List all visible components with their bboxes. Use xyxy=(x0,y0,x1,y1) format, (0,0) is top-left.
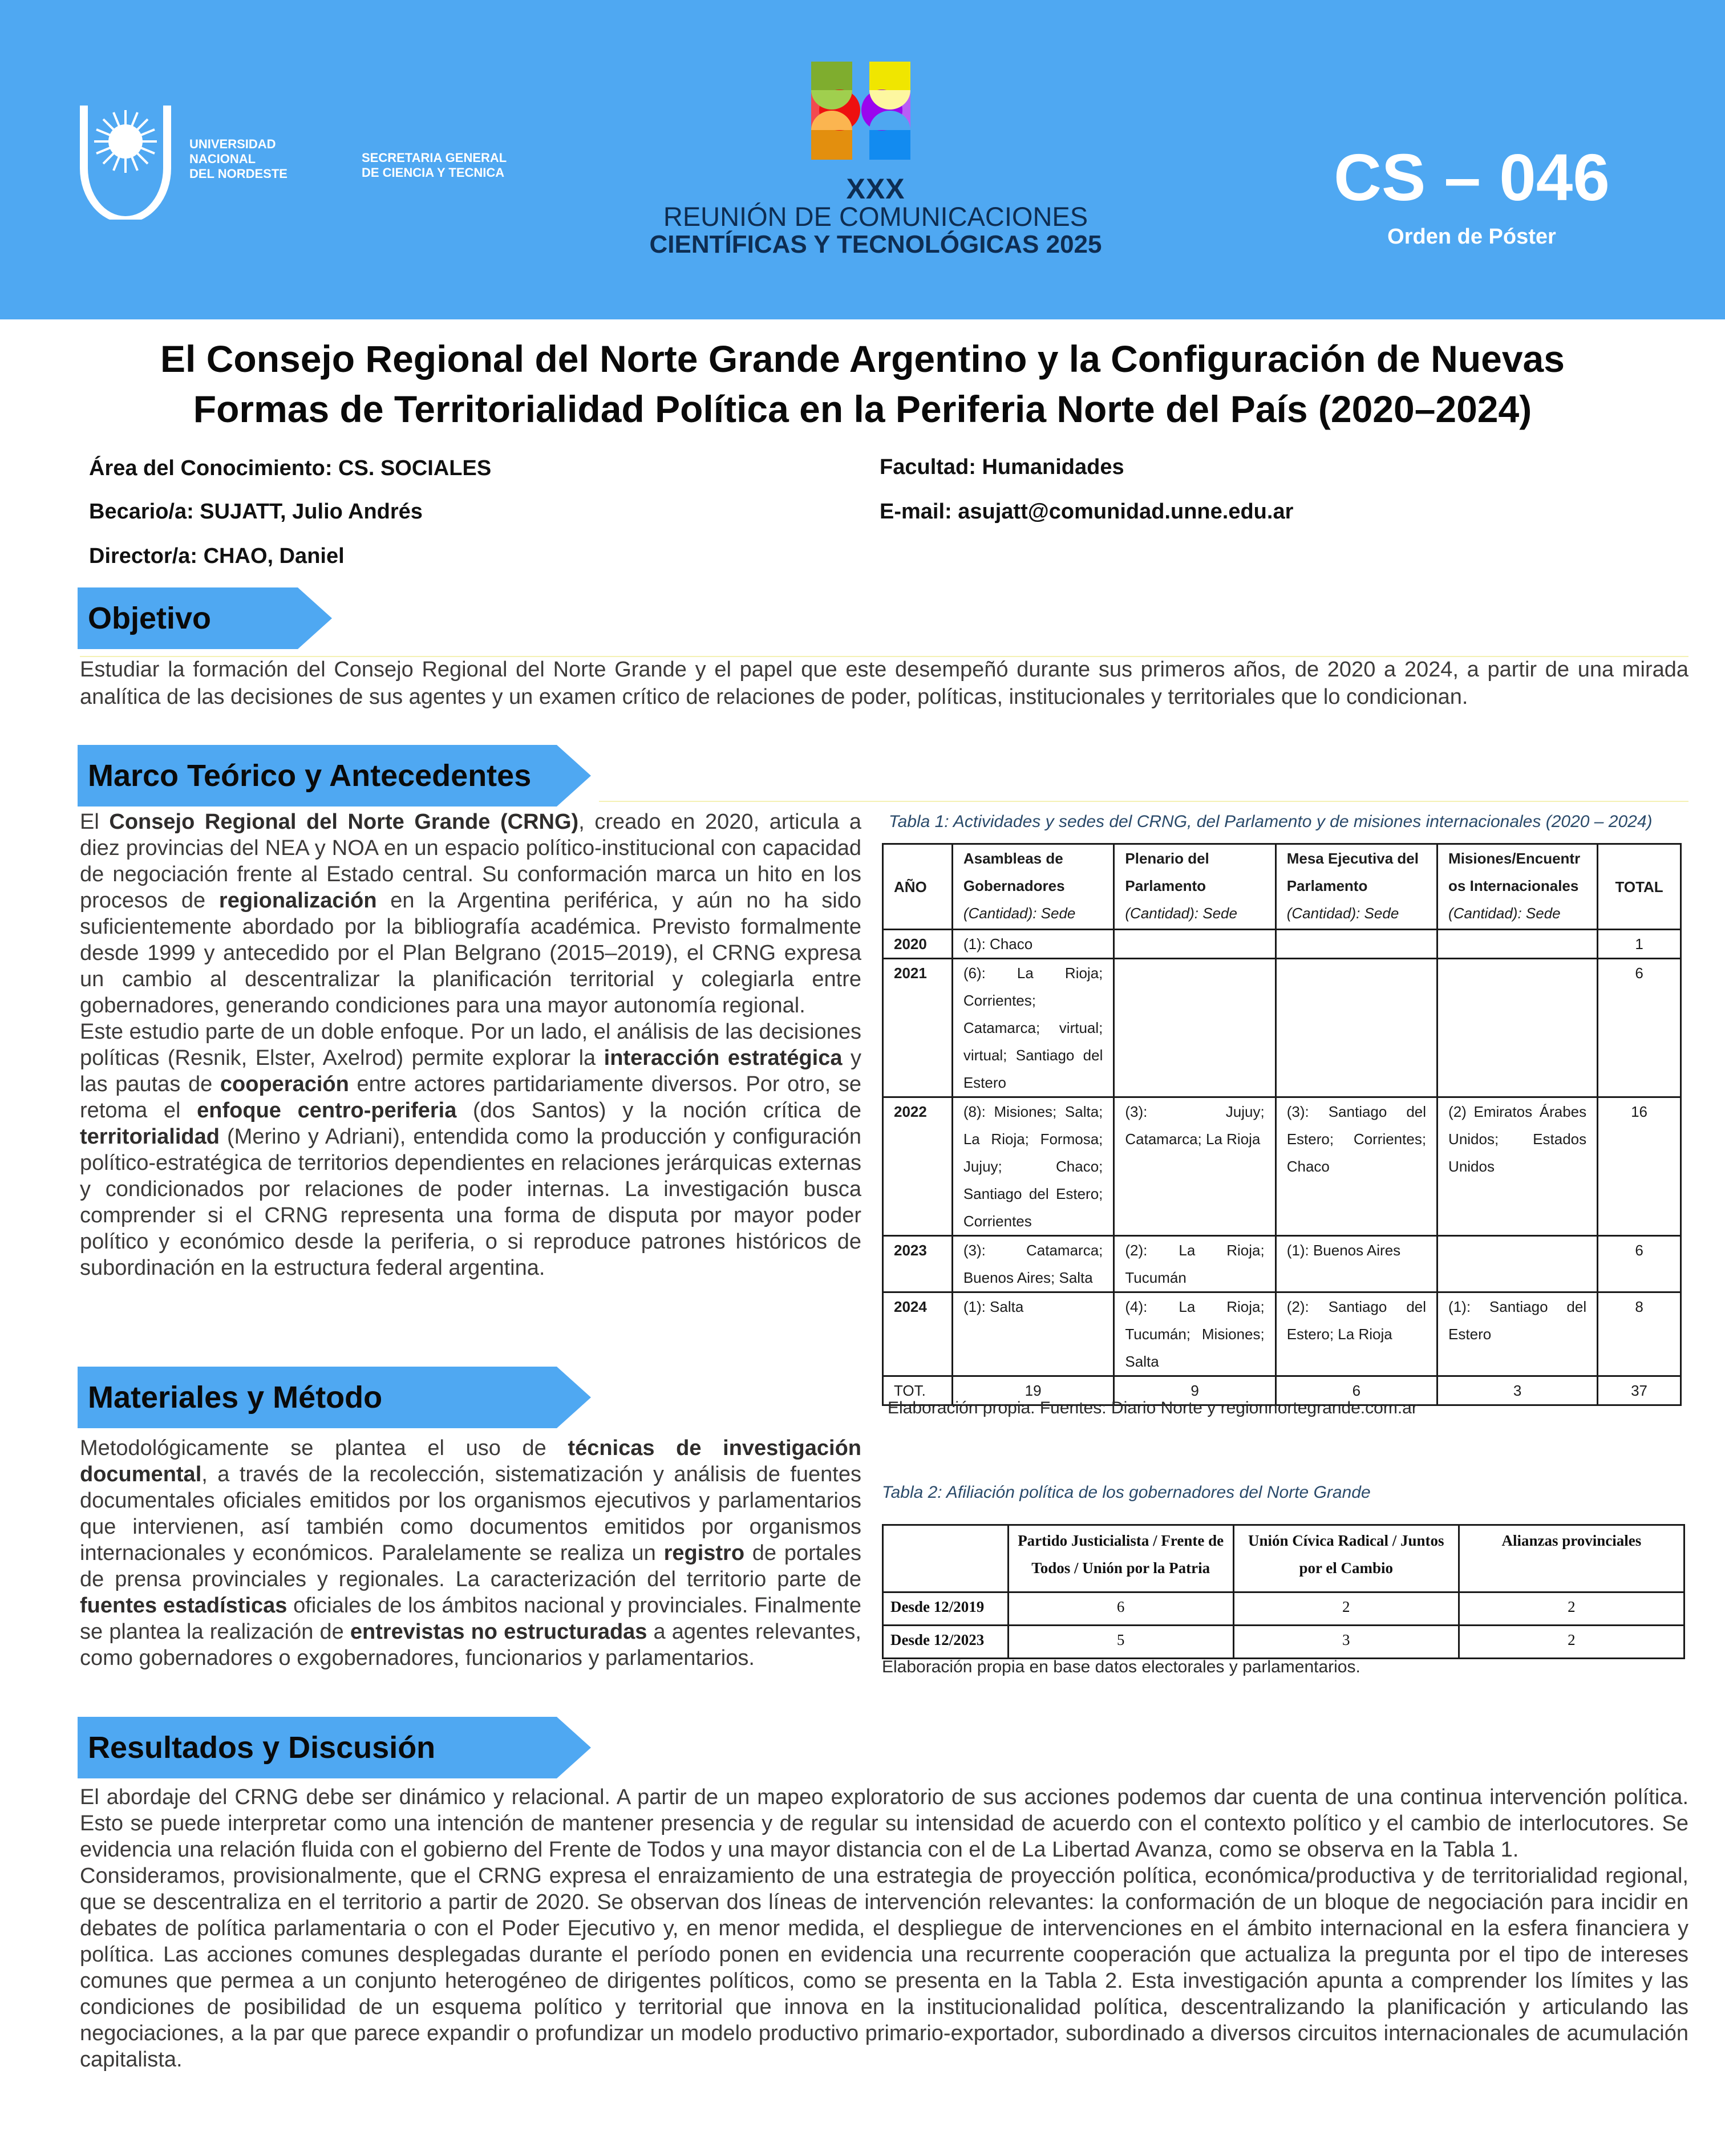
total-cell: 37 xyxy=(1598,1376,1681,1405)
year-cell: 2023 xyxy=(883,1236,953,1292)
table-cell: (6): La Rioja; Corrientes; Catamarca; virtual; virtual; Santiago del Estero xyxy=(952,959,1114,1097)
table-cell: (2): La Rioja; Tucumán xyxy=(1114,1236,1275,1292)
table-row xyxy=(883,930,1681,959)
becario: Becario/a: SUJATT, Julio Andrés xyxy=(89,500,423,524)
marco-paragraph-1: El Consejo Regional del Norte Grande (CRNG), creado en 2020, articula a diez provincias del NEA y NOA en un espacio político-institucional con capacidad de negociación frente al Estado central. Su conformación marca un hito en los procesos de regionalización en la Argentina periférica, y aún no ha sido suficientemente abordado por la bibliografía académica. Previsto formalmente desde 1999 y antecedido por el Plan Belgrano (2015–2019), el CRNG expresa un cambio al descentralizar la planificación territorial y colegiarla entre gobernadores, generando condiciones para una mayor autonomía regional. xyxy=(80,810,861,1018)
event-logo-icon xyxy=(811,62,914,160)
table-cell xyxy=(1275,930,1437,959)
table-cell xyxy=(1114,959,1275,1097)
table-row xyxy=(883,1292,1681,1376)
section-heading-resultados: Resultados y Discusión xyxy=(78,1717,557,1778)
table1-header-cell: AÑO xyxy=(883,844,953,930)
table2-source: Elaboración propia en base datos electorales y parlamentarios. xyxy=(882,1657,1360,1676)
total-cell: 16 xyxy=(1598,1097,1681,1236)
table1-header-cell: Plenario del Parlamento (Cantidad): Sede xyxy=(1114,844,1275,930)
table-row: Desde 12/2019 6 2 2 xyxy=(883,1592,1684,1626)
table1-body xyxy=(883,930,1681,1405)
arrow-shape-icon xyxy=(557,1717,591,1778)
table-cell: (1): Salta xyxy=(952,1292,1114,1376)
year-cell: 2022 xyxy=(883,1097,953,1236)
table-cell xyxy=(1438,959,1598,1097)
table1-header-cell: Asambleas de Gobernadores (Cantidad): Sede xyxy=(952,844,1114,930)
table2-caption: Tabla 2: Afiliación política de los gobernadores del Norte Grande xyxy=(882,1483,1371,1502)
poster-code: CS – 046 xyxy=(1334,140,1610,214)
header-banner xyxy=(0,0,1725,319)
divider xyxy=(599,801,1688,802)
table-cell: 19 xyxy=(952,1376,1114,1405)
table-cell xyxy=(1275,959,1437,1097)
table-cell xyxy=(1114,930,1275,959)
table-cell: (2) Emiratos Árabes Unidos; Estados Unidos xyxy=(1438,1097,1598,1236)
table-cell: (1): Buenos Aires xyxy=(1275,1236,1437,1292)
table1-header-cell: Mesa Ejecutiva del Parlamento (Cantidad): Sede xyxy=(1275,844,1437,930)
unne-logo-icon xyxy=(80,106,171,220)
table2-header-row xyxy=(883,1525,1684,1592)
total-cell: 8 xyxy=(1598,1292,1681,1376)
table-cell: (3): Santiago del Estero; Corrientes; Chaco xyxy=(1275,1097,1437,1236)
resultados-text xyxy=(80,1784,1688,2073)
total-cell: 6 xyxy=(1598,959,1681,1097)
objetivo-text: Estudiar la formación del Consejo Regional del Norte Grande y el papel que este desempeñó durante sus primeros años, de 2020 a 2024, a partir de una mirada analítica de las decisiones de sus agentes y un examen crítico de relaciones de poder, políticas, institucionales y territoriales que lo condicionan. xyxy=(80,658,1688,709)
table-2-afiliacion xyxy=(882,1524,1685,1659)
table-row xyxy=(883,1236,1681,1292)
total-cell: 6 xyxy=(1598,1236,1681,1292)
arrow-shape-icon xyxy=(298,587,332,649)
table-row: Desde 12/2023 5 3 2 xyxy=(883,1626,1684,1659)
table-cell: (1): Chaco xyxy=(952,930,1114,959)
resultados-paragraph-2: Consideramos, provisionalmente, que el CRNG expresa el enraizamiento de una estrategia de proyección política, económica/productiva y de territorialidad regional, que se descentraliza en el territorio a partir de 2020. Se observan dos líneas de intervención relevantes: la conformación de un bloque de negociación para incidir en debates de política parlamentaria o con el Poder Ejecutivo y, en menor medida, el despliegue de intervenciones en el ámbito internacional en la esfera financiera y política. Las acciones comunes desplegadas durante el período ponen en evidencia una recurrente cooperación que actualiza la pregunta por el tipo de intereses comunes que permea a un conjunto heterogéneo de dirigentes políticos, como se presenta en la Tabla 2. Esta investigación apunta a comprender los límites y las condiciones de posibilidad de un esquema político y territorial que innova en la institucionalidad política, descentralizando la planificación y articulando las negociaciones, a la par que parece expandir o profundizar un modelo productivo primario-exportador, subordinado a diversos circuitos internacionales de acumulación capitalista. xyxy=(80,1864,1688,2072)
table-cell xyxy=(1438,1236,1598,1292)
table1-caption: Tabla 1: Actividades y sedes del CRNG, del Parlamento y de misiones internacionales (2020 – 2024) xyxy=(889,812,1653,831)
director: Director/a: CHAO, Daniel xyxy=(89,544,345,568)
table-cell: (3): Jujuy; Catamarca; La Rioja xyxy=(1114,1097,1275,1236)
materiales-text xyxy=(80,1435,861,1671)
arrow-shape-icon xyxy=(557,745,591,807)
facultad: Facultad: Humanidades xyxy=(880,455,1124,479)
year-cell: TOT. xyxy=(883,1376,953,1405)
table1-header-row xyxy=(883,844,1681,930)
total-cell: 1 xyxy=(1598,930,1681,959)
resultados-paragraph-1: El abordaje del CRNG debe ser dinámico y relacional. A partir de un mapeo exploratorio de sus acciones podemos dar cuenta de una continua intervención política. Esto se puede interpretar como una intención de mantener presencia y de regular su intensidad de acuerdo con el contexto político y el cambio de interlocutores. Se evidencia una relación fluida con el gobierno del Frente de Todos y una mayor distancia con el de La Libertad Avanza, como se observa en la Tabla 1. xyxy=(80,1785,1688,1862)
table1-header-cell: TOTAL xyxy=(1598,844,1681,930)
arrow-shape-icon xyxy=(557,1367,591,1428)
table-cell: (8): Misiones; Salta; La Rioja; Formosa; Jujuy; Chaco; Santiago del Estero; Corrientes xyxy=(952,1097,1114,1236)
section-heading-marco-teorico: Marco Teórico y Antecedentes xyxy=(78,745,557,807)
table2-header-cell xyxy=(883,1525,1009,1592)
table-cell: 9 xyxy=(1114,1376,1275,1405)
table1-header-cell: Misiones/Encuentros Internacionales (Cantidad): Sede xyxy=(1438,844,1598,930)
year-cell: 2024 xyxy=(883,1292,953,1376)
marco-teorico-text xyxy=(80,809,861,1281)
table-cell: 3 xyxy=(1438,1376,1598,1405)
table-row xyxy=(883,1097,1681,1236)
table2-header-cell: Unión Cívica Radical / Juntos por el Cambio xyxy=(1233,1525,1459,1592)
table1-source: Elaboración propia. Fuentes: Diario Norte y regionnortegrande.com.ar xyxy=(888,1399,1418,1417)
table-cell: 6 xyxy=(1275,1376,1437,1405)
secretaria-name: SECRETARIA GENERAL DE CIENCIA Y TECNICA xyxy=(362,151,507,180)
section-heading-objetivo: Objetivo xyxy=(78,587,298,649)
university-name: UNIVERSIDAD NACIONAL DEL NORDESTE xyxy=(189,137,288,181)
section-heading-materiales: Materiales y Método xyxy=(78,1367,557,1428)
poster-order-label: Orden de Póster xyxy=(1387,225,1556,249)
table-cell: (4): La Rioja; Tucumán; Misiones; Salta xyxy=(1114,1292,1275,1376)
event-name-line1: REUNIÓN DE COMUNICACIONES xyxy=(663,201,1088,232)
table2-header-cell: Partido Justicialista / Frente de Todos / Unión por la Patria xyxy=(1008,1525,1233,1592)
event-edition: XXX xyxy=(846,173,905,205)
table2-header-cell: Alianzas provinciales xyxy=(1459,1525,1684,1592)
table-cell: (2): Santiago del Estero; La Rioja xyxy=(1275,1292,1437,1376)
table-1-actividades xyxy=(882,843,1682,1406)
year-cell: 2020 xyxy=(883,930,953,959)
table-row xyxy=(883,959,1681,1097)
marco-paragraph-2: Este estudio parte de un doble enfoque. Por un lado, el análisis de las decisiones políticas (Resnik, Elster, Axelrod) permite explorar la interacción estratégica y las pautas de cooperación entre actores partidariamente diversos. Por otro, se retoma el enfoque centro-periferia (dos Santos) y la noción crítica de territorialidad (Merino y Adriani), entendida como la producción y configuración político-estratégica de territorios dependientes en relaciones jerárquicas externas y condicionados por relaciones de poder internas. La investigación busca comprender si el CRNG representa una forma de disputa por mayor poder político y económico desde la periferia, o si reproduce patrones históricos de subordinación en la estructura federal argentina. xyxy=(80,1020,862,1280)
table-cell: (1): Santiago del Estero xyxy=(1438,1292,1598,1376)
email: E-mail: asujatt@comunidad.unne.edu.ar xyxy=(880,500,1294,524)
event-name-line2: CIENTÍFICAS Y TECNOLÓGICAS 2025 xyxy=(649,230,1102,258)
area-conocimiento: Área del Conocimiento: CS. SOCIALES xyxy=(89,456,492,480)
poster-title: El Consejo Regional del Norte Grande Argentino y la Configuración de Nuevas Formas de Territorialidad Política en la Periferia Norte del País (2020–2024) xyxy=(160,338,1565,430)
table-cell xyxy=(1438,930,1598,959)
year-cell: 2021 xyxy=(883,959,953,1097)
table-cell: (3): Catamarca; Buenos Aires; Salta xyxy=(952,1236,1114,1292)
materiales-paragraph-1: Metodológicamente se plantea el uso de técnicas de investigación documental, a través de la recolección, sistematización y análisis de fuentes documentales oficiales emitidos por los organismos ejecutivos y parlamentarios que intervienen, así también como documentos emitidos por organismos internacionales y económicos. Paralelamente se realiza un registro de portales de prensa provinciales y regionales. La caracterización del territorio parte de fuentes estadísticas oficiales de los ámbitos nacional y provinciales. Finalmente se plantea la realización de entrevistas no estructuradas a agentes relevantes, como gobernadores o exgobernadores, funcionarios y parlamentarios. xyxy=(80,1436,862,1670)
